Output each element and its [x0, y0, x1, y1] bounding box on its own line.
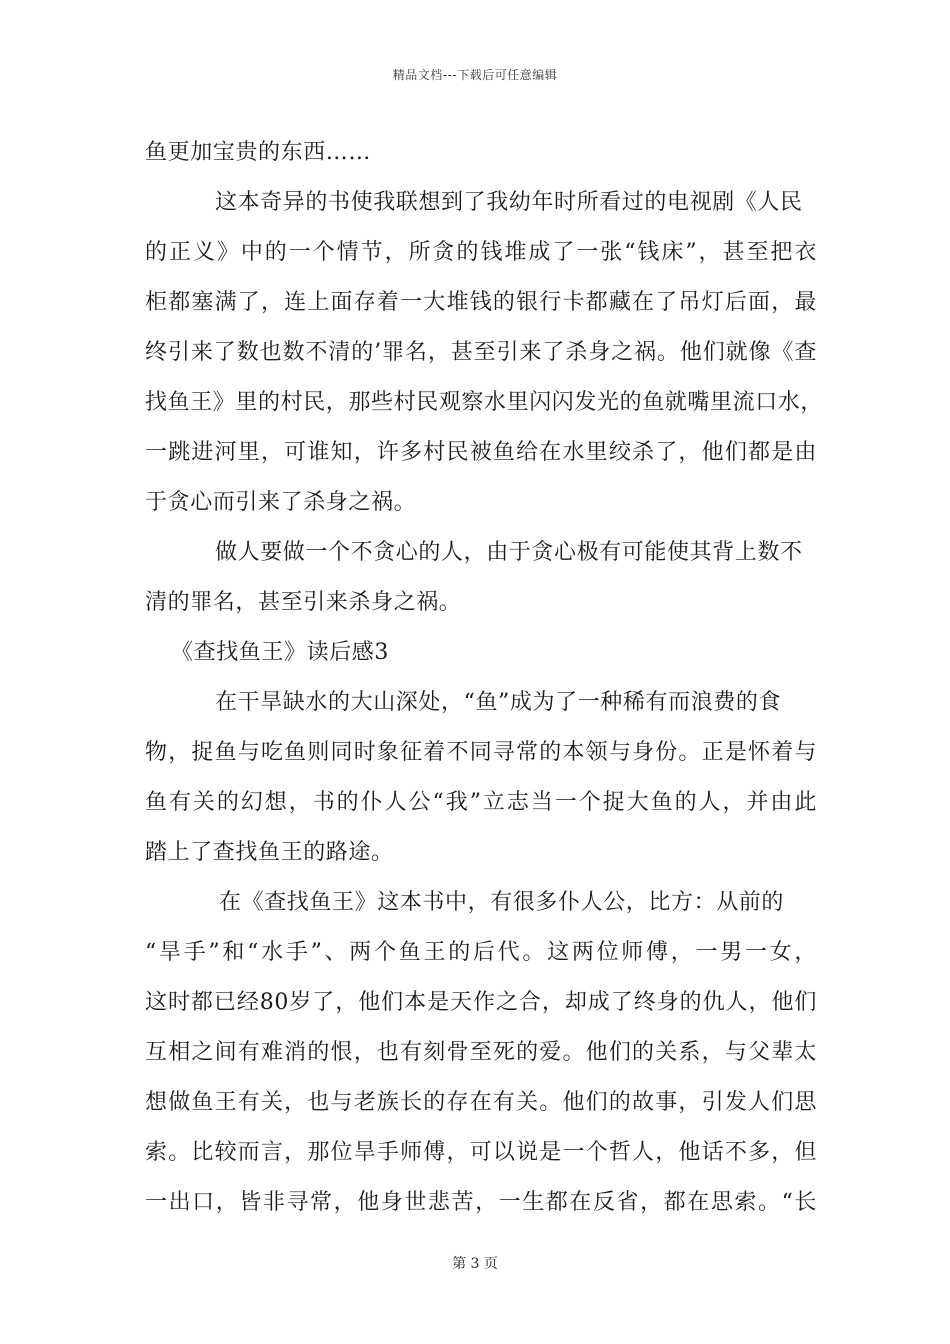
- page-header: 精品文档---下载后可任意编辑: [392, 68, 558, 82]
- text-line: 这本奇异的书使我联想到了我幼年时所看过的电视剧《人民: [215, 190, 803, 215]
- text-line: 在《查找鱼王》这本书中，有很多仆人公，比方：从前的: [219, 890, 785, 915]
- text-line: 终引来了数也数不清的’罪名，甚至引来了杀身之祸。他们就像《查: [145, 340, 817, 365]
- text-line: “旱手”和“水手”、两个鱼王的后代。这两位师傅，一男一女，: [145, 940, 817, 965]
- text-line: 找鱼王》里的村民，那些村民观察水里闪闪发光的鱼就嘴里流口水，: [145, 390, 824, 415]
- text-line: 互相之间有难消的恨，也有刻骨至死的爱。他们的关系，与父辈太: [145, 1040, 817, 1065]
- text-line: 的正义》中的一个情节，所贪的钱堆成了一张“钱床”，甚至把衣: [145, 240, 817, 265]
- text-line: 一跳进河里，可谁知，许多村民被鱼给在水里绞杀了，他们都是由: [145, 440, 817, 465]
- text-line: 鱼更加宝贵的东西……: [145, 140, 372, 165]
- text-line: 这时都已经80岁了，他们本是天作之合，却成了终身的仇人，他们: [145, 990, 817, 1015]
- text-line: 鱼有关的幻想，书的仆人公“我”立志当一个捉大鱼的人，并由此: [145, 790, 817, 815]
- text-line: 索。比较而言，那位旱手师傅，可以说是一个哲人，他话不多，但: [145, 1140, 817, 1165]
- text-line: 一出口，皆非寻常，他身世悲苦，一生都在反省，都在思索。“长: [145, 1190, 817, 1215]
- text-line: 踏上了查找鱼王的路途。: [145, 840, 394, 865]
- text-line: 柜都塞满了，连上面存着一大堆钱的银行卡都藏在了吊灯后面，最: [145, 290, 817, 315]
- text-line: 做人要做一个不贪心的人，由于贪心极有可能使其背上数不: [215, 540, 803, 565]
- section-heading: 《查找鱼王》读后感3: [171, 640, 389, 665]
- page-number: 第 3 页: [452, 1256, 498, 1272]
- text-line: 想做鱼王有关，也与老族长的存在有关。他们的故事，引发人们思: [145, 1090, 817, 1115]
- body-text: [145, 128, 824, 1228]
- text-line: 于贪心而引来了杀身之祸。: [145, 490, 417, 515]
- text-line: 清的罪名，甚至引来杀身之祸。: [145, 590, 462, 615]
- text-line: 物，捉鱼与吃鱼则同时象征着不同寻常的本领与身份。正是怀着与: [145, 740, 817, 765]
- text-line: 在干旱缺水的大山深处，“鱼”成为了一种稀有而浪费的食: [215, 690, 782, 715]
